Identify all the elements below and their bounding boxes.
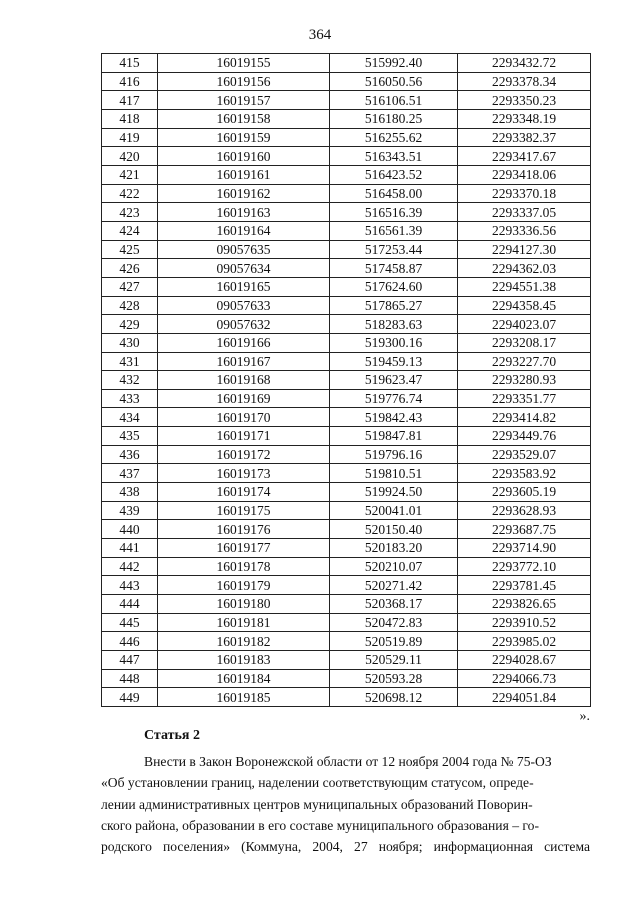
point-number-cell: 441	[102, 539, 158, 558]
table-row	[102, 184, 591, 203]
article-heading: Статья 2	[144, 728, 200, 743]
x-coordinate-cell: 516180.25	[330, 109, 458, 128]
y-coordinate-cell: 2293985.02	[458, 632, 591, 651]
point-id-cell: 16019164	[158, 221, 330, 240]
point-id-cell: 16019180	[158, 595, 330, 614]
point-number-cell: 443	[102, 576, 158, 595]
y-coordinate-cell: 2293280.93	[458, 371, 591, 390]
point-id-cell: 16019167	[158, 352, 330, 371]
table-row	[102, 576, 591, 595]
table-row	[102, 277, 591, 296]
x-coordinate-cell: 520210.07	[330, 557, 458, 576]
point-id-cell: 09057635	[158, 240, 330, 259]
point-id-cell: 16019163	[158, 203, 330, 222]
table-row	[102, 595, 591, 614]
y-coordinate-cell: 2293370.18	[458, 184, 591, 203]
table-row	[102, 109, 591, 128]
point-id-cell: 16019157	[158, 91, 330, 110]
point-number-cell: 438	[102, 483, 158, 502]
point-number-cell: 423	[102, 203, 158, 222]
y-coordinate-cell: 2294362.03	[458, 259, 591, 278]
table-row	[102, 352, 591, 371]
page-number: 364	[308, 27, 332, 43]
y-coordinate-cell: 2293449.76	[458, 427, 591, 446]
y-coordinate-cell: 2293417.67	[458, 147, 591, 166]
point-number-cell: 422	[102, 184, 158, 203]
point-number-cell: 434	[102, 408, 158, 427]
closing-quote: ».	[579, 709, 590, 724]
x-coordinate-cell: 519924.50	[330, 483, 458, 502]
y-coordinate-cell: 2294358.45	[458, 296, 591, 315]
point-number-cell: 432	[102, 371, 158, 390]
y-coordinate-cell: 2293418.06	[458, 165, 591, 184]
y-coordinate-cell: 2294551.38	[458, 277, 591, 296]
point-id-cell: 16019173	[158, 464, 330, 483]
point-number-cell: 416	[102, 72, 158, 91]
y-coordinate-cell: 2293208.17	[458, 333, 591, 352]
table-row	[102, 501, 591, 520]
x-coordinate-cell: 516106.51	[330, 91, 458, 110]
point-number-cell: 439	[102, 501, 158, 520]
y-coordinate-cell: 2293337.05	[458, 203, 591, 222]
x-coordinate-cell: 520698.12	[330, 688, 458, 707]
article-line: ского района, образовании в его составе муниципального образования – го-	[101, 817, 539, 833]
x-coordinate-cell: 520519.89	[330, 632, 458, 651]
article-line: родского поселения» (Коммуна, 2004, 27 ноября; информационная система	[101, 839, 590, 855]
point-number-cell: 435	[102, 427, 158, 446]
point-number-cell: 440	[102, 520, 158, 539]
table-row	[102, 557, 591, 576]
x-coordinate-cell: 520183.20	[330, 539, 458, 558]
article-body	[101, 751, 590, 857]
point-number-cell: 433	[102, 389, 158, 408]
point-number-cell: 425	[102, 240, 158, 259]
point-id-cell: 16019183	[158, 651, 330, 670]
x-coordinate-cell: 519776.74	[330, 389, 458, 408]
y-coordinate-cell: 2293687.75	[458, 520, 591, 539]
y-coordinate-cell: 2294066.73	[458, 669, 591, 688]
point-id-cell: 16019175	[158, 501, 330, 520]
table-row	[102, 91, 591, 110]
y-coordinate-cell: 2293772.10	[458, 557, 591, 576]
y-coordinate-cell: 2294028.67	[458, 651, 591, 670]
point-number-cell: 427	[102, 277, 158, 296]
table-row	[102, 147, 591, 166]
x-coordinate-cell: 519842.43	[330, 408, 458, 427]
x-coordinate-cell: 519810.51	[330, 464, 458, 483]
table-row	[102, 203, 591, 222]
x-coordinate-cell: 517865.27	[330, 296, 458, 315]
point-id-cell: 16019178	[158, 557, 330, 576]
article-line: Внести в Закон Воронежской области от 12 ноября 2004 года № 75-ОЗ	[144, 754, 552, 769]
point-id-cell: 16019159	[158, 128, 330, 147]
y-coordinate-cell: 2293910.52	[458, 613, 591, 632]
point-id-cell: 16019174	[158, 483, 330, 502]
point-id-cell: 16019156	[158, 72, 330, 91]
y-coordinate-cell: 2293351.77	[458, 389, 591, 408]
point-id-cell: 16019177	[158, 539, 330, 558]
x-coordinate-cell: 519300.16	[330, 333, 458, 352]
y-coordinate-cell: 2293350.23	[458, 91, 591, 110]
table-row	[102, 54, 591, 73]
y-coordinate-cell: 2293826.65	[458, 595, 591, 614]
table-row	[102, 389, 591, 408]
x-coordinate-cell: 517624.60	[330, 277, 458, 296]
point-id-cell: 16019179	[158, 576, 330, 595]
x-coordinate-cell: 516516.39	[330, 203, 458, 222]
point-number-cell: 436	[102, 445, 158, 464]
point-id-cell: 16019166	[158, 333, 330, 352]
y-coordinate-cell: 2293605.19	[458, 483, 591, 502]
table-row	[102, 165, 591, 184]
point-id-cell: 09057632	[158, 315, 330, 334]
x-coordinate-cell: 520271.42	[330, 576, 458, 595]
table-row	[102, 221, 591, 240]
coordinates-table	[101, 53, 591, 707]
point-number-cell: 419	[102, 128, 158, 147]
article-line: лении административных центров муниципальных образований Поворин-	[101, 796, 533, 812]
table-row	[102, 483, 591, 502]
point-id-cell: 16019181	[158, 613, 330, 632]
table-row	[102, 632, 591, 651]
table-row	[102, 539, 591, 558]
table-row	[102, 333, 591, 352]
x-coordinate-cell: 520529.11	[330, 651, 458, 670]
x-coordinate-cell: 520593.28	[330, 669, 458, 688]
point-number-cell: 429	[102, 315, 158, 334]
table-row	[102, 651, 591, 670]
point-number-cell: 426	[102, 259, 158, 278]
point-number-cell: 430	[102, 333, 158, 352]
point-id-cell: 09057634	[158, 259, 330, 278]
table-row	[102, 464, 591, 483]
point-number-cell: 431	[102, 352, 158, 371]
y-coordinate-cell: 2293432.72	[458, 54, 591, 73]
point-id-cell: 16019172	[158, 445, 330, 464]
point-number-cell: 418	[102, 109, 158, 128]
y-coordinate-cell: 2293628.93	[458, 501, 591, 520]
point-number-cell: 444	[102, 595, 158, 614]
y-coordinate-cell: 2294051.84	[458, 688, 591, 707]
x-coordinate-cell: 516343.51	[330, 147, 458, 166]
point-number-cell: 445	[102, 613, 158, 632]
y-coordinate-cell: 2293714.90	[458, 539, 591, 558]
y-coordinate-cell: 2293227.70	[458, 352, 591, 371]
x-coordinate-cell: 518283.63	[330, 315, 458, 334]
y-coordinate-cell: 2293336.56	[458, 221, 591, 240]
x-coordinate-cell: 517253.44	[330, 240, 458, 259]
point-number-cell: 421	[102, 165, 158, 184]
x-coordinate-cell: 519847.81	[330, 427, 458, 446]
point-number-cell: 417	[102, 91, 158, 110]
y-coordinate-cell: 2293414.82	[458, 408, 591, 427]
point-number-cell: 447	[102, 651, 158, 670]
x-coordinate-cell: 516561.39	[330, 221, 458, 240]
x-coordinate-cell: 516458.00	[330, 184, 458, 203]
point-number-cell: 449	[102, 688, 158, 707]
y-coordinate-cell: 2293348.19	[458, 109, 591, 128]
table-row	[102, 520, 591, 539]
point-id-cell: 16019155	[158, 54, 330, 73]
x-coordinate-cell: 520472.83	[330, 613, 458, 632]
point-id-cell: 16019170	[158, 408, 330, 427]
point-id-cell: 16019165	[158, 277, 330, 296]
table-row	[102, 128, 591, 147]
point-id-cell: 16019168	[158, 371, 330, 390]
point-id-cell: 16019162	[158, 184, 330, 203]
table-row	[102, 688, 591, 707]
table-row	[102, 259, 591, 278]
point-id-cell: 16019182	[158, 632, 330, 651]
x-coordinate-cell: 520041.01	[330, 501, 458, 520]
table-row	[102, 296, 591, 315]
point-number-cell: 415	[102, 54, 158, 73]
table-row	[102, 445, 591, 464]
y-coordinate-cell: 2294023.07	[458, 315, 591, 334]
x-coordinate-cell: 520368.17	[330, 595, 458, 614]
point-id-cell: 16019160	[158, 147, 330, 166]
table-row	[102, 613, 591, 632]
table-row	[102, 240, 591, 259]
table-row	[102, 72, 591, 91]
x-coordinate-cell: 516423.52	[330, 165, 458, 184]
y-coordinate-cell: 2293529.07	[458, 445, 591, 464]
point-number-cell: 420	[102, 147, 158, 166]
y-coordinate-cell: 2294127.30	[458, 240, 591, 259]
x-coordinate-cell: 520150.40	[330, 520, 458, 539]
table-row	[102, 371, 591, 390]
article-line: «Об установлении границ, наделении соответствующим статусом, опреде-	[101, 775, 534, 791]
point-number-cell: 448	[102, 669, 158, 688]
point-number-cell: 437	[102, 464, 158, 483]
point-id-cell: 16019169	[158, 389, 330, 408]
y-coordinate-cell: 2293781.45	[458, 576, 591, 595]
point-number-cell: 446	[102, 632, 158, 651]
table-row	[102, 315, 591, 334]
x-coordinate-cell: 515992.40	[330, 54, 458, 73]
point-id-cell: 09057633	[158, 296, 330, 315]
point-id-cell: 16019184	[158, 669, 330, 688]
point-id-cell: 16019161	[158, 165, 330, 184]
x-coordinate-cell: 519796.16	[330, 445, 458, 464]
point-id-cell: 16019158	[158, 109, 330, 128]
point-id-cell: 16019185	[158, 688, 330, 707]
point-number-cell: 442	[102, 557, 158, 576]
table-row	[102, 427, 591, 446]
y-coordinate-cell: 2293583.92	[458, 464, 591, 483]
x-coordinate-cell: 516255.62	[330, 128, 458, 147]
point-number-cell: 424	[102, 221, 158, 240]
x-coordinate-cell: 517458.87	[330, 259, 458, 278]
x-coordinate-cell: 519623.47	[330, 371, 458, 390]
table-row	[102, 669, 591, 688]
x-coordinate-cell: 516050.56	[330, 72, 458, 91]
point-id-cell: 16019171	[158, 427, 330, 446]
y-coordinate-cell: 2293382.37	[458, 128, 591, 147]
point-id-cell: 16019176	[158, 520, 330, 539]
table-row	[102, 408, 591, 427]
x-coordinate-cell: 519459.13	[330, 352, 458, 371]
coordinates-table-body	[102, 54, 591, 707]
y-coordinate-cell: 2293378.34	[458, 72, 591, 91]
point-number-cell: 428	[102, 296, 158, 315]
